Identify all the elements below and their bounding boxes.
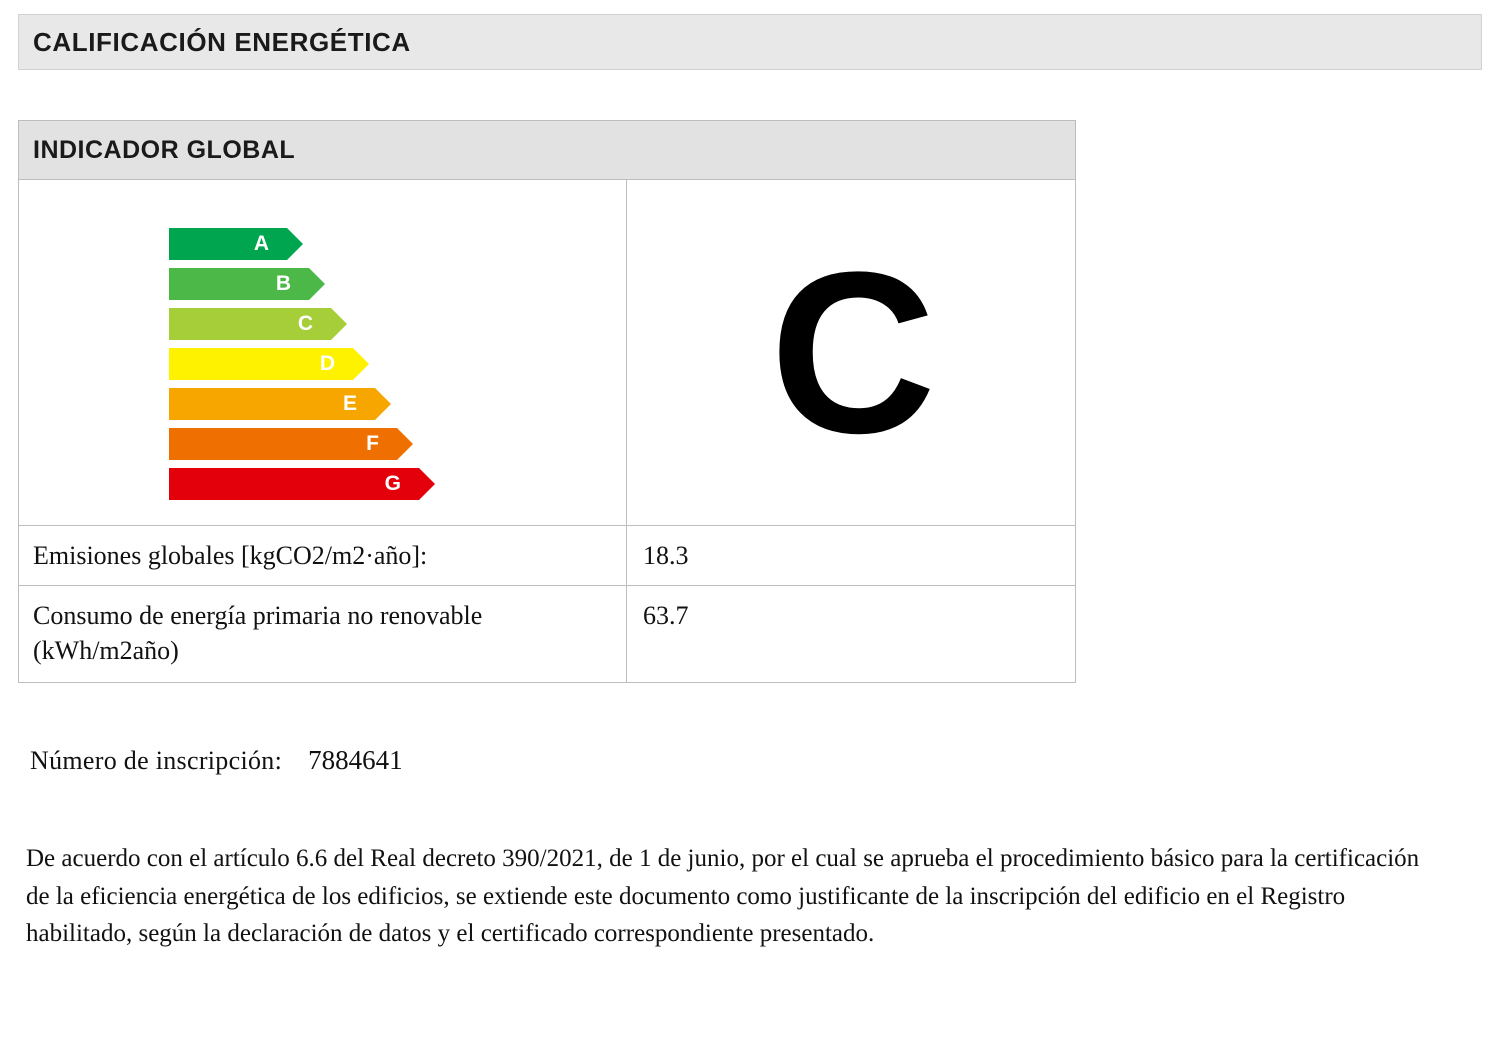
scale-bar-b-label: B bbox=[275, 272, 291, 295]
table-row-emissions-label: Emisiones globales [kgCO2/m2·año]: bbox=[19, 526, 627, 585]
scale-bar-g-label: G bbox=[384, 472, 401, 495]
scale-bar-c-label: C bbox=[297, 312, 313, 335]
section-banner-energy-rating bbox=[18, 14, 1482, 70]
registration-number bbox=[30, 745, 403, 776]
scale-bar-c-body bbox=[169, 308, 331, 340]
scale-bar-g-body bbox=[169, 468, 419, 500]
energy-scale-chart bbox=[169, 228, 419, 508]
table-header-global-indicator bbox=[19, 121, 1075, 180]
energy-rating-letter: C bbox=[769, 223, 933, 481]
table-header-label: INDICADOR GLOBAL bbox=[33, 135, 296, 164]
table-row-emissions-value: 18.3 bbox=[643, 541, 689, 570]
scale-bar-e-label: E bbox=[342, 392, 357, 415]
scale-bar-f bbox=[169, 428, 419, 460]
scale-bar-a-body bbox=[169, 228, 287, 260]
scale-bar-e bbox=[169, 388, 419, 420]
energy-scale-cell bbox=[19, 180, 627, 525]
scale-bar-d-body bbox=[169, 348, 353, 380]
rating-letter-cell bbox=[627, 180, 1075, 525]
scale-bar-d-label: D bbox=[319, 352, 335, 375]
table-row-primary-energy-label: Consumo de energía primaria no renovable (kWh/m2año) bbox=[19, 586, 627, 682]
registration-number-value: 7884641 bbox=[308, 745, 403, 775]
global-indicator-table bbox=[18, 120, 1076, 683]
scale-bar-e-body bbox=[169, 388, 375, 420]
page-title: CALIFICACIÓN ENERGÉTICA bbox=[33, 26, 411, 57]
scale-bar-d bbox=[169, 348, 419, 380]
scale-bar-c bbox=[169, 308, 419, 340]
scale-bar-b bbox=[169, 268, 419, 300]
table-row-primary-energy-value: 63.7 bbox=[643, 601, 689, 631]
scale-bar-a-label: A bbox=[253, 232, 269, 255]
scale-bar-a bbox=[169, 228, 419, 260]
registration-number-label: Número de inscripción: bbox=[30, 746, 283, 775]
rating-scale-row bbox=[19, 180, 1075, 526]
legal-notice-text: De acuerdo con el artículo 6.6 del Real decreto 390/2021, de 1 de junio, por el cual se aprueba el procedimiento básico para la certificación de la eficiencia energética de los edificios, se extiende este documento como justificante de la inscripción del edificio en el Registro habilitado, según la declaración de datos y el certificado correspondiente presentado. bbox=[26, 845, 1420, 947]
scale-bar-g bbox=[169, 468, 419, 500]
scale-bar-f-body bbox=[169, 428, 397, 460]
scale-bar-f-label: F bbox=[366, 432, 379, 455]
scale-bar-b-body bbox=[169, 268, 309, 300]
table-row-primary-energy bbox=[19, 586, 1075, 683]
table-row-emissions bbox=[19, 526, 1075, 586]
